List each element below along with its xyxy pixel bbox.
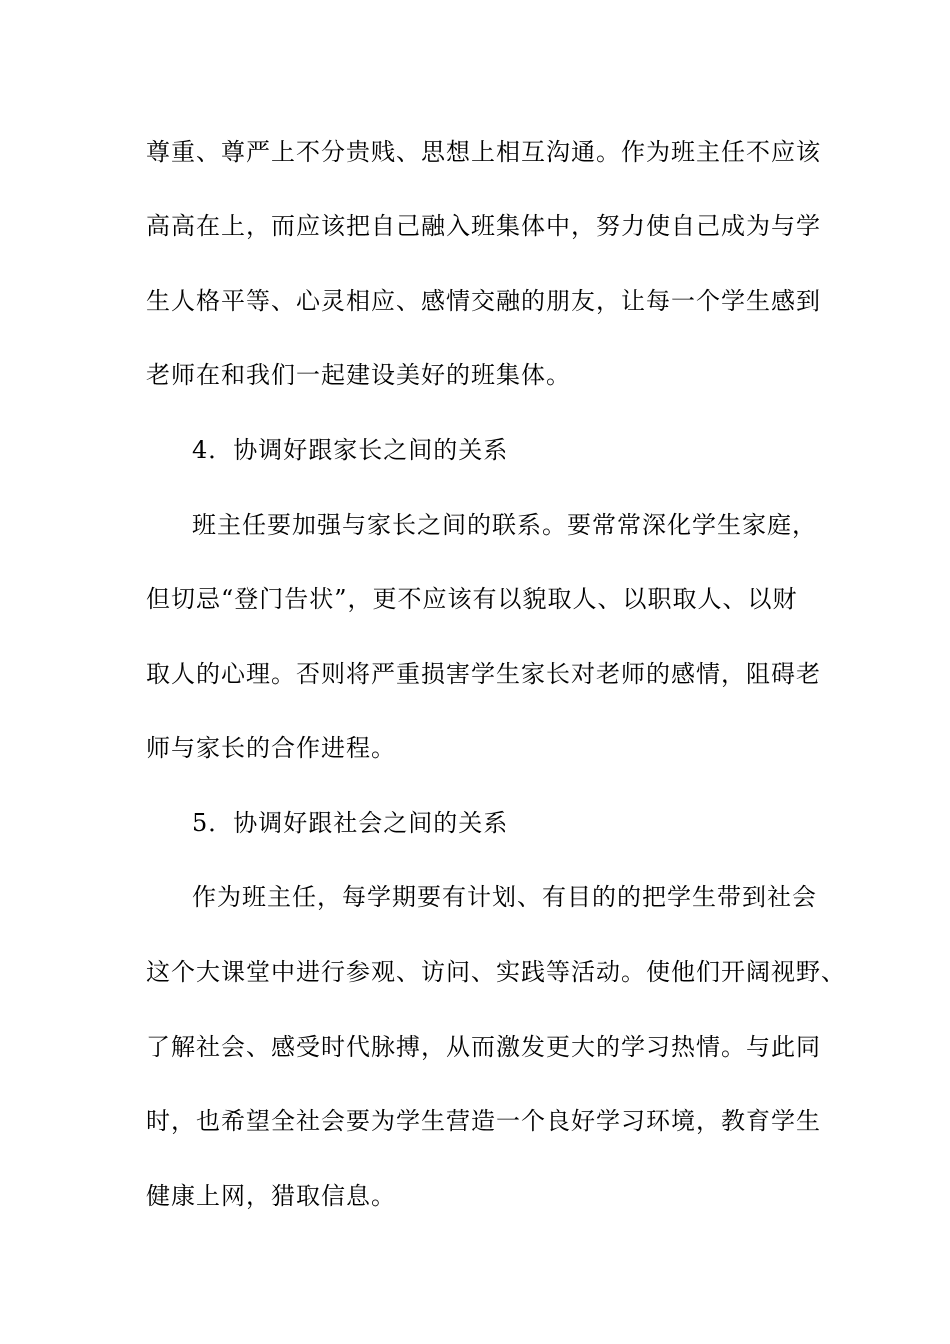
text-line: 师与家长的合作进程。: [146, 734, 396, 762]
text-line: 高高在上，而应该把自己融入班集体中，努力使自己成为与学: [146, 212, 821, 240]
text-line: 取人的心理。否则将严重损害学生家长对老师的感情，阻碍老: [146, 660, 821, 688]
section-heading: 5．协调好跟社会之间的关系: [192, 809, 509, 837]
text-line: 时，也希望全社会要为学生营造一个良好学习环境，教育学生: [146, 1107, 821, 1135]
paragraph-first-line: 作为班主任，每学期要有计划、有目的的把学生带到社会: [192, 883, 817, 911]
text-line: 这个大课堂中进行参观、访问、实践等活动。使他们开阔视野、: [146, 958, 846, 986]
text-line: 生人格平等、心灵相应、感情交融的朋友，让每一个学生感到: [146, 287, 821, 315]
text-line: 老师在和我们一起建设美好的班集体。: [146, 361, 571, 389]
text-line: 尊重、尊严上不分贵贱、思想上相互沟通。作为班主任不应该: [146, 138, 821, 166]
section-heading: 4．协调好跟家长之间的关系: [192, 436, 509, 464]
paragraph-first-line: 班主任要加强与家长之间的联系。要常常深化学生家庭，: [192, 511, 817, 539]
text-line: 健康上网，猎取信息。: [146, 1182, 396, 1210]
text-line: 了解社会、感受时代脉搏，从而激发更大的学习热情。与此同: [146, 1033, 821, 1061]
text-line: 但切忌“登门告状”，更不应该有以貌取人、以职取人、以财: [146, 585, 798, 613]
